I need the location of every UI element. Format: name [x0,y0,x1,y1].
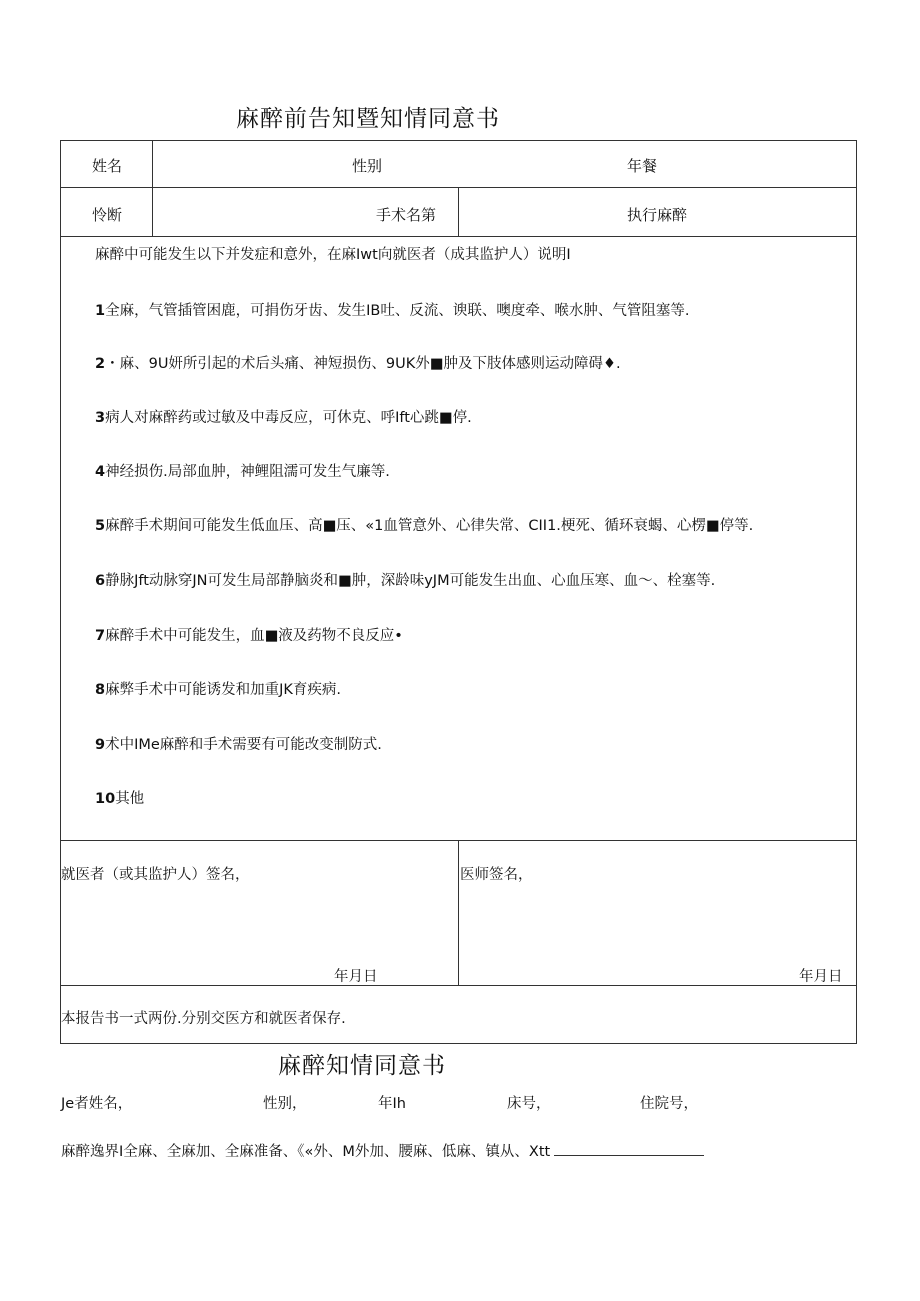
gender-label: 性别 [352,157,383,175]
surgery-name-label: 手术名第 [376,206,437,224]
second-title: 麻醉知情同意书 [278,1053,446,1079]
name-label: 姓名 [92,157,123,175]
bed-number-label: 床号， [507,1096,551,1112]
diagnosis-label: 怜断 [92,206,123,224]
gender-label-2: 性别， [263,1096,307,1112]
doctor-signature-label: 医师签名， [460,867,533,883]
patient-name-label: Je者姓名， [61,1096,133,1112]
age-label-2: 年Ih [378,1096,406,1112]
complication-item: 2・麻、9U妍所引起的术后头痛、神短损伤、9UK外■肿及下肢体感则运动障碍♦. [95,356,621,372]
row-divider [60,236,857,237]
document-title: 麻醉前告知暨知情同意书 [236,106,500,132]
age-label: 年餐 [627,157,658,175]
complication-item: 8麻弊手术中可能诱发和加重JK育疾病. [95,682,341,698]
complication-item: 4神经损伤.局部血肿，神鲤阻濡可发生气廉等. [95,464,390,480]
complication-item: 7麻醉手术中可能发生，血■液及药物不良反应• [95,628,403,644]
patient-signature-label: 就医者（或其监护人）签名， [61,867,250,883]
doctor-date-label: 年月日 [799,969,843,985]
column-divider [152,140,153,236]
fill-in-blank[interactable] [554,1143,704,1156]
column-divider [458,840,459,985]
anesthesia-methods-line: 麻醉逸界I全麻、全麻加、全麻准备、《«外、M外加、腰麻、低麻、镇从、Xtt [61,1140,704,1161]
admission-number-label: 住院号， [640,1096,698,1112]
complications-intro: 麻醉中可能发生以下并发症和意外，在麻Iwt向就医者（成其监护人）说明I [95,247,571,263]
complication-item: 9术中IMe麻醉和手术需要有可能改变制防式. [95,737,382,753]
anesthesia-method-label: 执行麻醉 [627,206,688,224]
footer-note: 本报告书一式两份.分别交医方和就医者保存. [61,1011,346,1027]
complication-item: 5麻醉手术期间可能发生低血压、高■压、«1血管意外、心律失常、CII1.梗死、循环衰蝎、心楞■停等. [95,518,754,534]
row-divider [60,985,857,986]
complication-item: 10其他 [95,791,145,807]
patient-date-label: 年月日 [334,969,378,985]
complication-item: 3病人对麻醉药或过敏及中毒反应，可休克、呼Ift心跳■停. [95,410,472,426]
complication-item: 1全麻，气管插管困鹿，可捐伤牙齿、发生IB吐、反流、谀联、噢度牵、喉水肿、气管阻塞等. [95,303,690,319]
column-divider [458,187,459,236]
complication-item: 6静脉Jft动脉穿JN可发生局部静脑炎和■肿，深龄味yJM可能发生出血、心血压寒、血〜、栓塞等. [95,573,716,589]
